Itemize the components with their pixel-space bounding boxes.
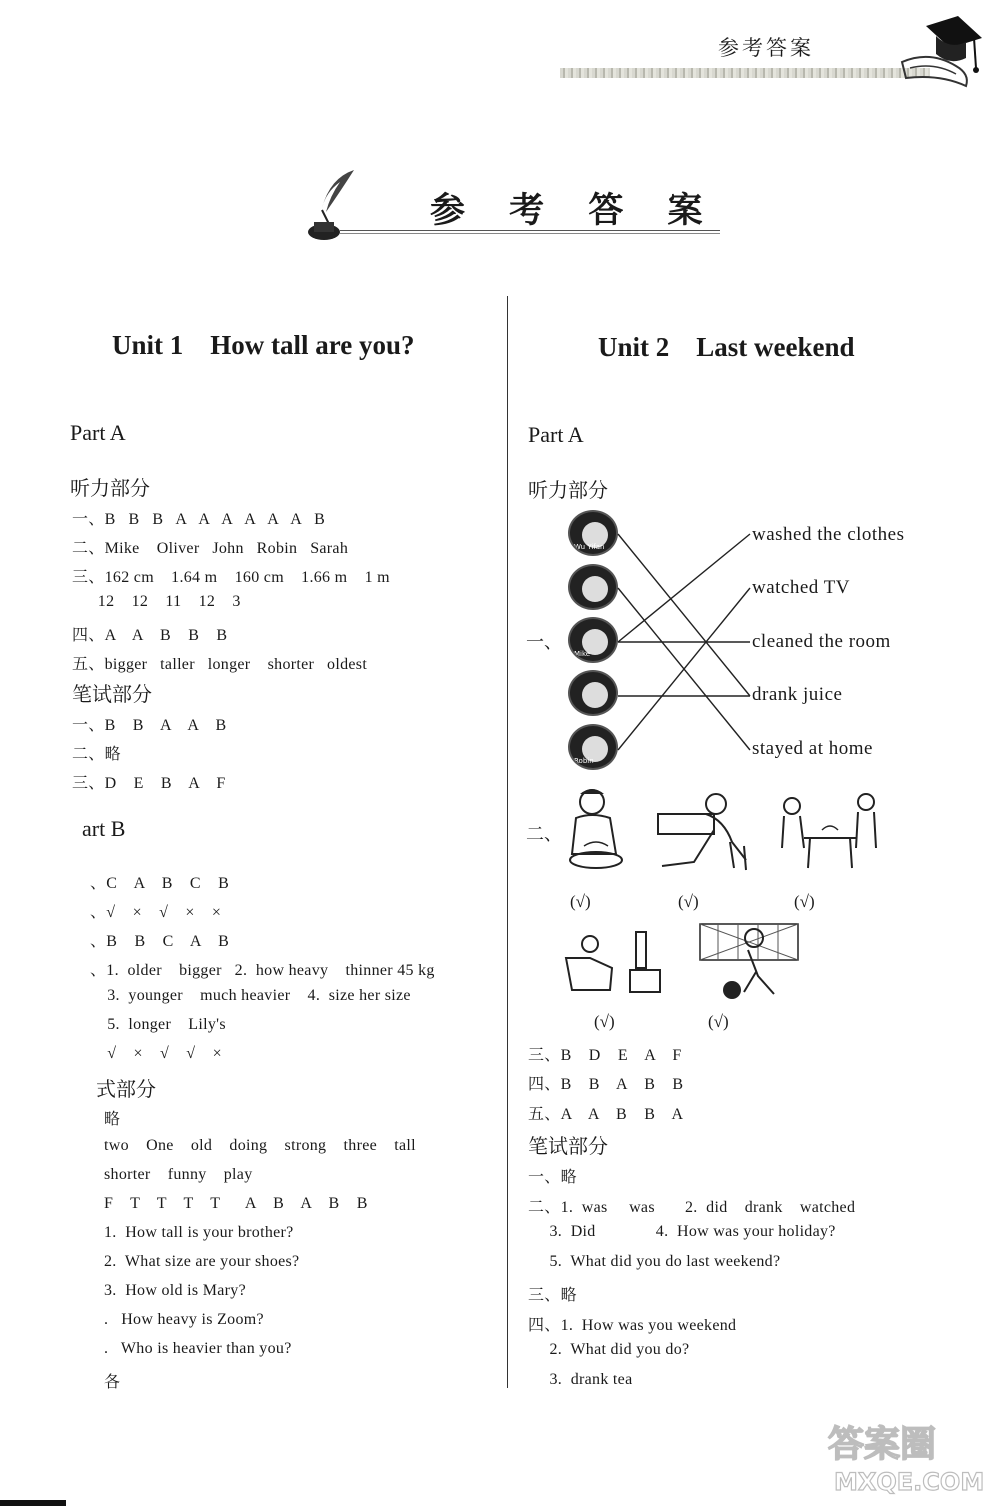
answer-line: . How heavy is Zoom? (104, 1311, 264, 1328)
answer-line: 三、D E B A F (72, 775, 226, 792)
avatar: Robin (568, 724, 618, 770)
unit1-writing-heading: 笔试部分 (72, 682, 152, 706)
answer-line: 五、A A B B A (528, 1106, 684, 1123)
answer-line: 四、A A B B B (72, 627, 228, 644)
answer-line: 5. longer Lily's (90, 1016, 226, 1033)
unit2-part-a: Part A (528, 422, 584, 447)
match-item: washed the clothes (752, 524, 905, 545)
watermark-logo (820, 1408, 995, 1498)
match-prefix: 一、 (526, 632, 562, 653)
matching-lines (616, 520, 756, 760)
unit1-part-a: Part A (70, 420, 126, 445)
match-item: drank juice (752, 684, 843, 705)
unit2-writing-heading: 笔试部分 (528, 1134, 608, 1158)
answer-line: 3. How old is Mary? (104, 1282, 246, 1299)
answer-line: 三、略 (528, 1287, 577, 1304)
answer-line: 一、略 (528, 1169, 577, 1186)
pics-prefix: 二、 (526, 824, 562, 845)
answer-line: 略 (104, 1111, 121, 1128)
answer-line: 三、162 cm 1.64 m 160 cm 1.66 m 1 m (72, 569, 390, 586)
answer-line: 二、Mike Oliver John Robin Sarah (72, 540, 349, 557)
answer-line: 二、1. was was 2. did drank watched (528, 1199, 856, 1216)
answer-line: √ × √ √ × (90, 1045, 222, 1062)
drinking-tea-illustration (774, 792, 884, 874)
answer-line: 2. What did you do? (528, 1341, 690, 1358)
answer-line: shorter funny play (104, 1166, 253, 1183)
answer-line: 1. How tall is your brother? (104, 1224, 294, 1241)
avatar: Wu Yifan (568, 510, 618, 556)
corner-bar (0, 1500, 66, 1506)
answer-line: 、B B C A B (90, 933, 230, 950)
svg-text:MXQE.COM: MXQE.COM (834, 1468, 985, 1496)
answer-line: 三、B D E A F (528, 1047, 682, 1064)
soccer-illustration (698, 920, 802, 1004)
match-item: stayed at home (752, 738, 873, 759)
check-mark: (√) (678, 892, 699, 911)
unit2-listening-heading: 听力部分 (528, 478, 608, 502)
check-mark: (√) (594, 1012, 615, 1031)
answer-line: two One old doing strong three tall (104, 1137, 416, 1154)
answer-line: 各 (104, 1374, 121, 1391)
check-mark: (√) (794, 892, 815, 911)
avatar: Mike (568, 617, 618, 663)
avatar (568, 564, 618, 610)
answer-line: 5. What did you do last weekend? (528, 1253, 781, 1270)
answer-line: 、1. older bigger 2. how heavy thinner 45 kg (90, 962, 435, 979)
unit1-writing-b-heading: 式部分 (96, 1077, 156, 1101)
answer-line: 、√ × √ × × (90, 904, 222, 921)
washing-clothes-illustration (562, 784, 634, 874)
answer-line: . Who is heavier than you? (104, 1340, 292, 1357)
unit2-title: Unit 2 Last weekend (598, 332, 855, 362)
answer-line: 四、B B A B B (528, 1076, 684, 1093)
answer-line: 一、B B A A B (72, 717, 227, 734)
answer-line: 五、bigger taller longer shorter oldest (72, 656, 368, 673)
check-mark: (√) (570, 892, 591, 911)
header-title: 参考答案 (718, 36, 814, 60)
answer-line: 二、略 (72, 746, 121, 763)
title-rule (340, 230, 720, 234)
unit1-part-b: art B (82, 816, 126, 841)
watching-tv-illustration (560, 928, 664, 998)
header-band (560, 68, 930, 78)
cleaning-illustration (654, 790, 752, 874)
match-item: watched TV (752, 577, 851, 598)
avatar (568, 670, 618, 716)
answer-line: 3. younger much heavier 4. size her size (90, 987, 411, 1004)
answer-line: 12 12 11 12 3 (72, 593, 241, 610)
answer-line: 四、1. How was you weekend (528, 1317, 737, 1334)
answer-line: 3. drank tea (528, 1371, 633, 1388)
answer-line: 2. What size are your shoes? (104, 1253, 300, 1270)
check-mark: (√) (708, 1012, 729, 1031)
unit1-listening-heading: 听力部分 (70, 476, 150, 500)
answer-line: 一、B B B A A A A A A B (72, 511, 326, 528)
answer-line: 、C A B C B (90, 875, 230, 892)
column-divider (507, 296, 508, 1388)
answer-line: F T T T T A B A B B (104, 1195, 368, 1212)
unit1-title: Unit 1 How tall are you? (112, 330, 415, 360)
svg-text:答案圈: 答案圈 (828, 1424, 937, 1465)
answer-line: 3. Did 4. How was your holiday? (528, 1223, 836, 1240)
graduation-cap-icon (900, 14, 984, 90)
match-item: cleaned the room (752, 631, 891, 652)
page-title: 参 考 答 案 (430, 190, 719, 231)
